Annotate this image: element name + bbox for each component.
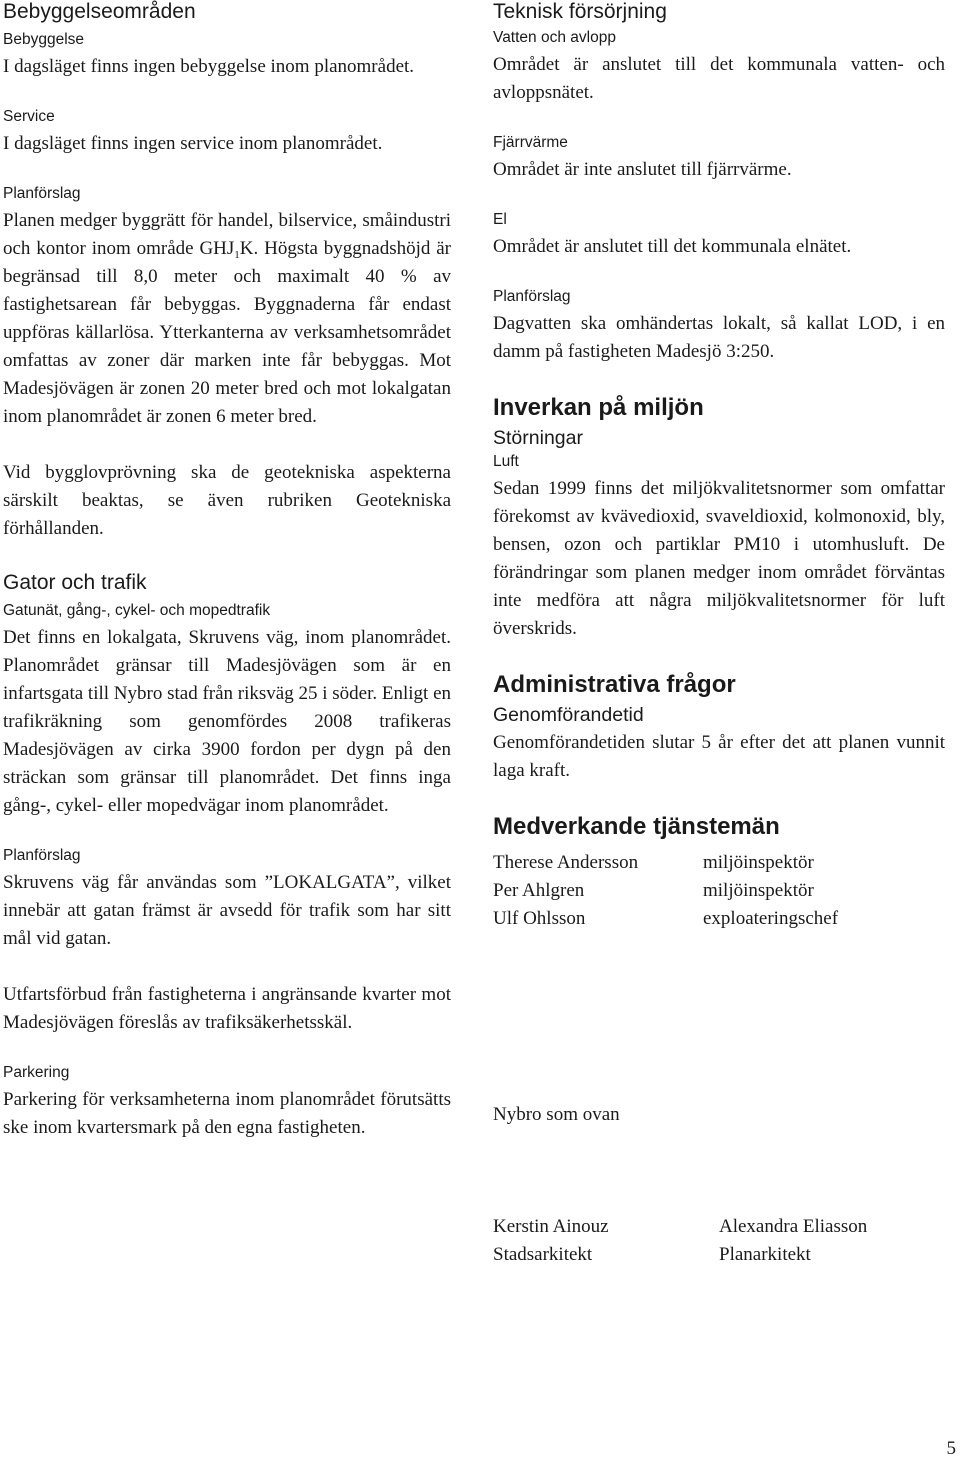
staff-row	[493, 849, 945, 877]
signature-title: Stadsarkitekt	[493, 1244, 593, 1265]
paragraph-service: I dagsläget finns ingen service inom planområdet.	[3, 133, 383, 154]
subheading-luft: Luft	[493, 453, 519, 470]
signature-name: Kerstin Ainouz	[493, 1216, 609, 1237]
subheading-el: El	[493, 211, 507, 228]
staff-row	[493, 877, 945, 905]
staff-row	[493, 905, 945, 933]
staff-role: miljöinspektör	[703, 880, 814, 901]
subheading-planforslag-3: Planförslag	[493, 288, 571, 305]
nybro-note: Nybro som ovan	[493, 1104, 620, 1125]
paragraph-parkering: Parkering för verksamheterna inom planområdet förutsätts ske inom kvartersmark på den egna fastigheten.	[3, 1089, 451, 1138]
heading-administrativa-fragor: Administrativa frågor	[493, 671, 736, 698]
paragraph-gatunat: Det finns en lokalgata, Skruvens väg, inom planområdet. Planområdet gränsar till Madesjövägen som är en infartsgata till Nybro stad från riksväg 25 i söder. Enligt en trafikräkning som genomfördes 2008 trafikeras Madesjövägen av cirka 3900 fordon per dygn på den sträckan som gränsar till planområdet. Det finns inga gång-, cykel- eller mopedvägar inom planområdet.	[3, 627, 451, 816]
signature-row	[493, 1213, 945, 1269]
subscript: 1	[234, 249, 240, 261]
heading-gator-och-trafik: Gator och trafik	[3, 571, 147, 594]
subheading-genomforandetid: Genomförandetid	[493, 704, 644, 726]
subheading-planforslag-2: Planförslag	[3, 847, 81, 864]
subheading-planforslag-1: Planförslag	[3, 185, 81, 202]
signature-block	[719, 1213, 945, 1269]
heading-bebyggelseomraden: Bebyggelseområden	[3, 0, 196, 23]
paragraph-el: Området är anslutet till det kommunala elnätet.	[493, 236, 852, 257]
paragraph-fjarrvarme: Området är inte anslutet till fjärrvärme.	[493, 159, 792, 180]
staff-name: Per Ahlgren	[493, 880, 585, 901]
staff-role: miljöinspektör	[703, 852, 814, 873]
subheading-fjarrvarme: Fjärrvärme	[493, 134, 568, 151]
paragraph-geoteknik: Vid bygglovprövning ska de geotekniska aspekterna särskilt beaktas, se även rubriken Geotekniska förhållanden.	[3, 462, 451, 539]
paragraph-planforslag-3: Dagvatten ska omhändertas lokalt, så kallat LOD, i en damm på fastigheten Madesjö 3:250.	[493, 313, 945, 362]
subheading-vatten-och-avlopp: Vatten och avlopp	[493, 29, 616, 46]
subheading-service: Service	[3, 108, 55, 125]
paragraph-genomforandetid: Genomförandetiden slutar 5 år efter det att planen vunnit laga kraft.	[493, 732, 945, 781]
signature-title: Planarkitekt	[719, 1244, 811, 1265]
subheading-parkering: Parkering	[3, 1064, 70, 1081]
subheading-bebyggelse: Bebyggelse	[3, 31, 85, 48]
paragraph-luft: Sedan 1999 finns det miljökvalitetsnormer som omfattar förekomst av kvävedioxid, svaveldioxid, kolmonoxid, bly, bensen, ozon och partiklar PM10 i utomhusluft. De förändringar som planen medger inom området förväntas inte medföra att några miljökvalitetsnormer för luft överskrids.	[493, 478, 945, 639]
paragraph-bebyggelse: I dagsläget finns ingen bebyggelse inom planområdet.	[3, 56, 415, 77]
subheading-storningar: Störningar	[493, 427, 583, 449]
heading-medverkande-tjansteman: Medverkande tjänstemän	[493, 813, 780, 840]
left-column	[3, 0, 451, 1142]
heading-inverkan-pa-miljon: Inverkan på miljön	[493, 394, 704, 421]
staff-name: Ulf Ohlsson	[493, 908, 586, 929]
page-number: 5	[946, 1438, 956, 1459]
subheading-gatunat: Gatunät, gång-, cykel- och mopedtrafik	[3, 602, 271, 619]
signature-name: Alexandra Eliasson	[719, 1216, 868, 1237]
right-column	[493, 0, 945, 1269]
heading-teknisk-forsorjning: Teknisk försörjning	[493, 0, 667, 23]
paragraph-planforslag-1: Planen medger byggrätt för handel, bilservice, småindustri och kontor inom område $GHJ_1K$. Högsta byggnadshöjd är begränsad till 8,0 meter och maximalt 40 % av fastighetsarean får bebyggas. Byggnaderna får endast uppföras källarlösa. Ytterkanterna av verksamhetsområdet omfattas av zoner där marken inte får bebyggas. Mot Madesjövägen är zonen 20 meter bred och mot lokalgatan inom planområdet är zonen 6 meter bred.	[3, 210, 451, 427]
staff-role: exploateringschef	[703, 908, 839, 929]
paragraph-utfartsforbud: Utfartsförbud från fastigheterna i angränsande kvarter mot Madesjövägen föreslås av trafiksäkerhetsskäl.	[3, 984, 451, 1033]
paragraph-vatten: Området är anslutet till det kommunala vatten- och avloppsnätet.	[493, 54, 945, 103]
signature-block	[493, 1213, 719, 1269]
staff-name: Therese Andersson	[493, 852, 639, 873]
paragraph-planforslag-2: Skruvens väg får användas som ”LOKALGATA”, vilket innebär att gatan främst är avsedd för trafik som har sitt mål vid gatan.	[3, 872, 451, 949]
